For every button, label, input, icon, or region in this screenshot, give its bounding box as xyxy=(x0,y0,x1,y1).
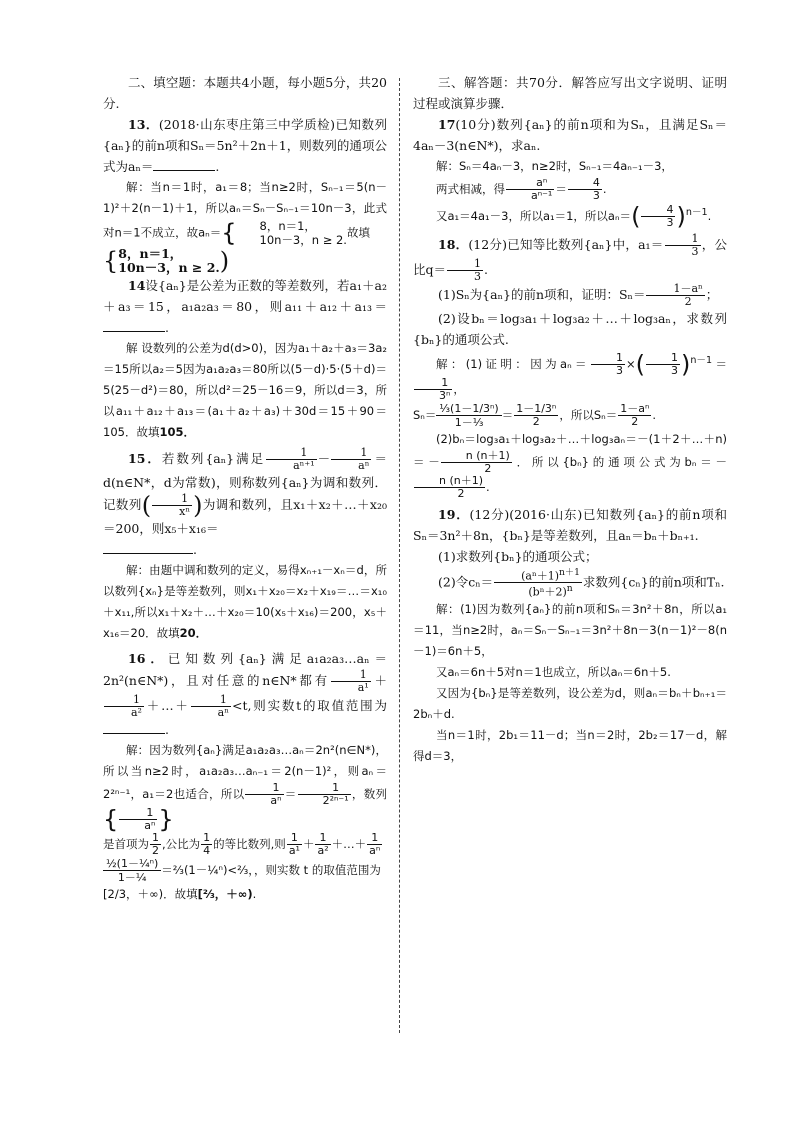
question-13: 13．(2018·山东枣庄第三中学质检)已知数列{aₙ}的前n项和Sₙ＝5n²＋2n＋1，则数列的通项公式为aₙ＝ . 解：当n＝1时，a₁＝8；当n≥2时，Sₙ₋₁＝5(n－1)²＋2(n－1)＋1，所以aₙ＝Sₙ－Sₙ₋₁＝10n－3，此式对n＝1不成立，故aₙ＝{ 8，n＝1， 10n－3，n ≥ 2. 故填 { 8，n＝1， 10n－3，n ≥ 2. ) xyxy=(103,117,387,275)
q15-answer-blank xyxy=(103,541,193,554)
q13-answer: 8，n＝1， 10n－3，n ≥ 2. xyxy=(118,246,220,275)
question-15: 15．若数列{aₙ}满足 $\frac{1}{\text{aⁿ⁺¹}}$ － $\frac{1}{\text{aⁿ}}$ ＝d(n∈N*，d为常数)，则称数列{aₙ}为调和数列．记数列( $\frac{1}{\text{xⁿ}}$ )为调和数列，且x₁＋x₂＋…＋x₂₀＝200，则x₅＋x₁₆＝ . 解：由题中调和数列的定义，易得xₙ₊₁－xₙ＝d，所以数列{xₙ}是等差数列，则x₁＋x₂₀＝x₂＋x₁₉＝…＝x₁₀＋x₁₁,所以x₁＋x₂＋…＋x₂₀＝10(x₅＋x₁₆)＝200，x₅＋x₁₆＝20．故填20． xyxy=(103,446,387,640)
q16-number: 16． xyxy=(128,651,168,666)
q19-solution-4: 当n＝1时，2b₁＝11－d；当n＝2时，2b₂＝17－d，解得d＝3， xyxy=(413,727,727,763)
section-3-heading: 三、解答题：共70分．解答应写出文字说明、证明过程或演算步骤． xyxy=(413,75,727,111)
q16-sum-fraction: $\frac{\text{½(1－¼ⁿ)}}{\text{1－¼}}$ xyxy=(103,857,161,884)
q18-number: 18． xyxy=(438,236,469,252)
q16-range: 2/3，＋∞) xyxy=(107,887,164,901)
q13-solution: 解：当n＝1时，a₁＝8；当n≥2时，Sₙ₋₁＝5(n－1)²＋2(n－1)＋1，所以aₙ＝Sₙ－Sₙ₋₁＝10n－3，此式对n＝1不成立，故aₙ＝ xyxy=(103,180,387,240)
question-17: 17(10分)数列{aₙ}的前n项和为Sₙ，且满足Sₙ＝4aₙ－3(n∈N*)，求aₙ. 解：Sₙ＝4aₙ－3，n≥2时，Sₙ₋₁＝4aₙ₋₁－3， 两式相减，得 $\frac{\text{aⁿ}}{\text{aⁿ⁻¹}}$ ＝ $\frac{4}{3}$ . 又a₁＝4a₁－3，所以a₁＝1，所以aₙ＝( $\frac{4}{3}$ )$^{n-1}$. xyxy=(413,117,727,231)
q16-answer: ＋∞) xyxy=(226,887,253,901)
q15-frac-3: $\frac{1}{\text{xⁿ}}$ xyxy=(152,493,192,518)
q16-answer-blank xyxy=(103,721,165,734)
q16-solution: 解：因为数列{aₙ}满足a₁a₂a₃…aₙ＝2n²(n∈N*)，所以当n≥2时，a₁a₂a₃…aₙ₋₁＝2(n－1)²，则aₙ＝2²ⁿ⁻¹，a₁＝2也适合，所以 xyxy=(103,743,387,801)
section-2-heading: 二、填空题：本题共4小题，每小题5分，共20分. xyxy=(103,75,387,111)
q15-frac-1: $\frac{1}{\text{aⁿ⁺¹}}$ xyxy=(266,447,317,472)
q13-number: 13． xyxy=(128,117,159,132)
q19-part-1: (1)求数列{bₙ}的通项公式； xyxy=(438,548,598,564)
q17-number: 17 xyxy=(438,117,456,132)
q14-number: 14 xyxy=(128,278,146,293)
q19-solution-3: 又因为{bₙ}是等差数列，设公差为d，则aₙ＝bₙ＋bₙ₊₁＝2bₙ＋d. xyxy=(413,685,727,721)
q14-solution: 解 设数列的公差为d(d>0)，因为a₁＋a₂＋a₃＝3a₂＝15所以a₂＝5因为a₁a₂a₃＝80所以(5－d)·5·(5＋d)＝5(25－d²)＝80，所以d²＝25－16＝9，所以d＝3，所以a₁₁＋a₁₂＋a₁₃＝(a₁＋a₂＋a₃)＋30d＝15＋90＝105．故填 xyxy=(103,341,387,439)
left-column xyxy=(103,72,387,905)
q18-part-2: (2)设bₙ＝log₃a₁＋log₃a₂＋…＋log₃aₙ，求数列{bₙ}的通项公式. xyxy=(413,310,727,347)
q19-solution-1: 解：(1)因为数列{aₙ}的前n项和Sₙ＝3n²＋8n，所以a₁＝11，当n≥2时，aₙ＝Sₙ－Sₙ₋₁＝3n²＋8n－3(n－1)²－8(n－1)＝6n＋5， xyxy=(413,601,727,658)
q17-stem: (10分)数列{aₙ}的前n项和为Sₙ，且满足Sₙ＝4aₙ－3(n∈N*)，求aₙ. xyxy=(413,117,727,153)
q13-answer-blank xyxy=(153,158,215,171)
q15-number: 15． xyxy=(128,451,162,466)
q13-cases: 8，n＝1， 10n－3，n ≥ 2. xyxy=(259,219,347,247)
q19-stem: (12分)(2016·山东)已知数列{aₙ}的前n项和Sₙ＝3n²＋8n，{bₙ}是等差数列，且aₙ＝bₙ＋bₙ₊₁. xyxy=(413,506,727,543)
q14-answer-blank xyxy=(103,319,165,332)
q14-stem: 设{aₙ}是公差为正数的等差数列，若a₁＋a₂＋a₃＝15，a₁a₂a₃＝80，则a₁₁＋a₁₂＋a₁₃＝ xyxy=(103,278,387,314)
q13-brace: { xyxy=(221,219,237,247)
q18-sum-fraction: $\frac{\text{⅓(1－1/3ⁿ)}}{\text{1－⅓}}$ xyxy=(436,402,501,429)
q17-solution-1: 解：Sₙ＝4aₙ－3，n≥2时，Sₙ₋₁＝4aₙ₋₁－3， xyxy=(436,159,673,173)
right-column xyxy=(413,72,727,767)
column-divider xyxy=(399,78,400,1033)
question-19: 19．(12分)(2016·山东)已知数列{aₙ}的前n项和Sₙ＝3n²＋8n，{bₙ}是等差数列，且aₙ＝bₙ＋bₙ₊₁. (1)求数列{bₙ}的通项公式； (2)令cₙ＝ $\frac{(a^n+1)^{n+1}}{(b^n+2)^n}$ 求数列{cₙ}的前n项和Tₙ. 解：(1)因为数列{aₙ}的前n项和Sₙ＝3n²＋8n，所以a₁＝11，当n≥2时，aₙ＝Sₙ－Sₙ₋₁＝3n²＋8n－3(n－1)²－8(n－1)＝6n＋5， 又aₙ＝6n＋5对n＝1也成立，所以aₙ＝6n＋5. 又因为{bₙ}是等差数列，设公差为d，则aₙ＝bₙ＋bₙ₊₁＝2bₙ＋d. 当n＝1时，2b₁＝11－d；当n＝2时，2b₂＝17－d，解得d＝3， xyxy=(413,504,727,767)
q15-frac-2: $\frac{1}{\text{aⁿ}}$ xyxy=(331,447,371,472)
q15-answer: 20． xyxy=(179,626,208,640)
q14-answer: 105． xyxy=(159,425,195,439)
question-18: 18．(12分)已知等比数列{aₙ}中，a₁＝ $\frac{1}{3}$ ，公比q＝ $\frac{1}{3}$ . (1)Sₙ为{aₙ}的前n项和，证明：Sₙ＝ $\frac{\text{1－aⁿ}}{2}$ ； (2)设bₙ＝log₃a₁＋log₃a₂＋…＋log₃aₙ，求数列{bₙ}的通项公式. 解：(1)证明：因为aₙ＝ $\frac{1}{3}$ ×( $\frac{1}{3}$ )$^{n-1}$＝ $\frac{1}{\text{3ⁿ}}$ ， Sₙ＝ $\frac{\text{⅓(1－1/3ⁿ)}}{\text{1－⅓}}$ ＝ $\frac{\text{1－1/3ⁿ}}{2}$ ，所以Sₙ＝ $\frac{\text{1－aⁿ}}{2}$ . (2)bₙ＝log₃a₁＋log₃a₂＋…＋log₃aₙ＝－(1＋2＋…＋n)＝－ $\frac{n (n+1)}{2}$ ．所以{bₙ}的通项公式为bₙ＝－ $\frac{n (n+1)}{2}$ . xyxy=(413,231,727,500)
q13-stem: (2018·山东枣庄第三中学质检)已知数列{aₙ}的前n项和Sₙ＝5n²＋2n＋1，则数列的通项公式为aₙ＝ xyxy=(103,117,387,174)
q19-number: 19． xyxy=(438,506,470,522)
question-16: 16．已知数列{aₙ}满足a₁a₂a₃…aₙ＝2n²(n∈N*)，且对任意的n∈N*都有 $\frac{1}{\text{a¹}}$ ＋ $\frac{1}{\text{a²}}$ ＋…＋ $\frac{1}{\text{aⁿ}}$ <t,则实数t的取值范围为. 解：因为数列{aₙ}满足a₁a₂a₃…aₙ＝2n²(n∈N*)，所以当n≥2时，a₁a₂a₃…aₙ₋₁＝2(n－1)²，则aₙ＝2²ⁿ⁻¹，a₁＝2也适合，所以 $\frac{1}{\text{aⁿ}}$ ＝ $\frac{1}{\text{2²ⁿ⁻¹}}$ ，数列{ $\frac{1}{\text{aⁿ}}$ } 是首项为 $\frac{1}{2}$ ,公比为 $\frac{1}{4}$ 的等比数列,则 $\frac{1}{\text{a¹}}$ ＋ $\frac{1}{\text{a²}}$ ＋…＋ $\frac{1}{\text{aⁿ}}$ $\frac{\text{½(1－¼ⁿ)}}{\text{1－¼}}$ ＝⅔(1－¼ⁿ)<⅔，，则实数 t 的取值范围为 [2/3，＋∞)．故填[⅔，＋∞). xyxy=(103,651,388,901)
q19-solution-2: 又aₙ＝6n＋5对n＝1也成立，所以aₙ＝6n＋5. xyxy=(436,664,671,679)
q19-cn-fraction: $\frac{(a^n+1)^{n+1}}{(b^n+2)^n}$ xyxy=(494,567,582,599)
q15-solution: 解：由题中调和数列的定义，易得xₙ₊₁－xₙ＝d，所以数列{xₙ}是等差数列，则x₁＋x₂₀＝x₂＋x₁₉＝…＝x₁₀＋x₁₁,所以x₁＋x₂＋…＋x₂₀＝10(x₅＋x₁₆)＝200，x₅＋x₁₆＝20．故填 xyxy=(103,563,387,640)
question-14: 14设{aₙ}是公差为正数的等差数列，若a₁＋a₂＋a₃＝15，a₁a₂a₃＝80，则a₁₁＋a₁₂＋a₁₃＝. 解 设数列的公差为d(d>0)，因为a₁＋a₂＋a₃＝3a₂＝15所以a₂＝5因为a₁a₂a₃＝80所以(5－d)·5·(5＋d)＝5(25－d²)＝80，所以d²＝25－16＝9，所以d＝3，所以a₁₁＋a₁₂＋a₁₃＝(a₁＋a₂＋a₃)＋30d＝15＋90＝105．故填105． xyxy=(103,278,387,439)
